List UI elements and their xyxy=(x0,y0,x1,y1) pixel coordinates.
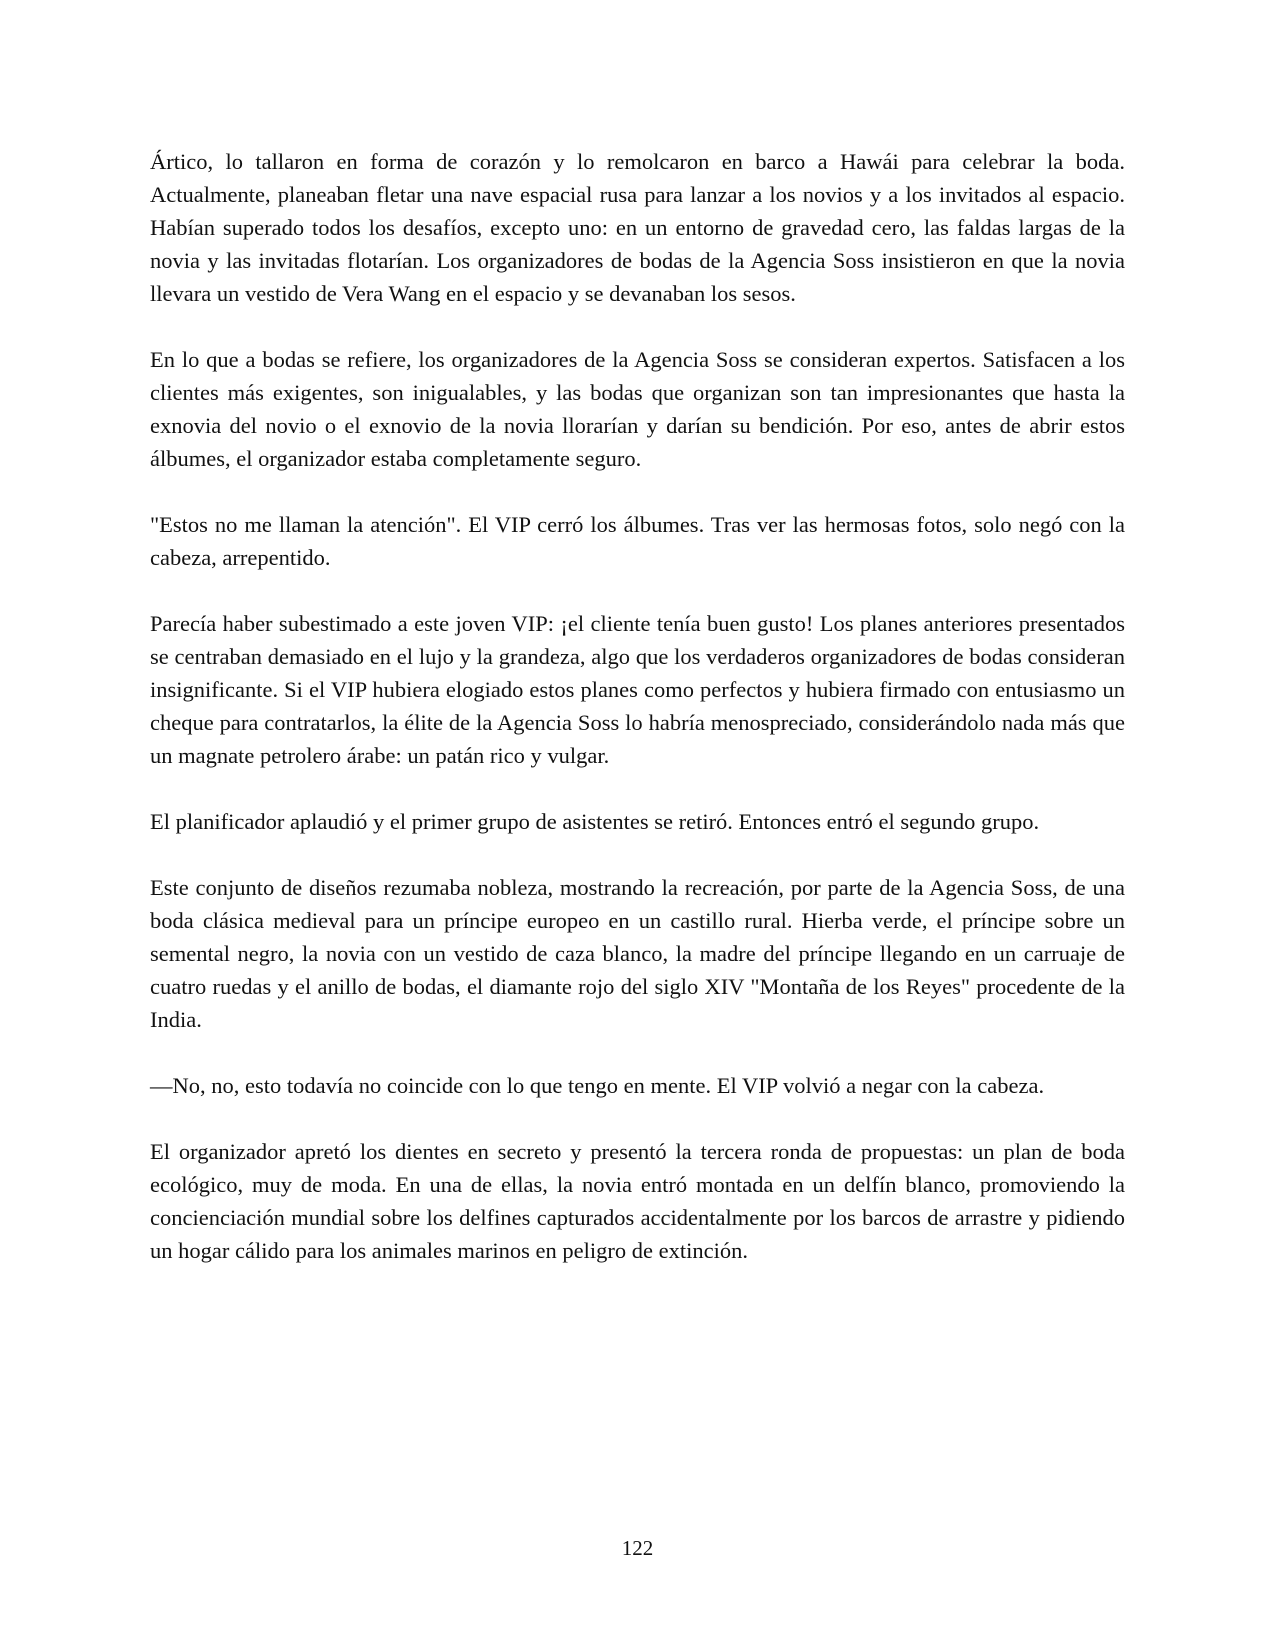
page-number: 122 xyxy=(621,1536,654,1560)
paragraph: Este conjunto de diseños rezumaba nobleza, mostrando la recreación, por parte de la Agencia Soss, de una boda clásica medieval para un príncipe europeo en un castillo rural. Hierba verde, el príncipe sobre un semental negro, la novia con un vestido de caza blanco, la madre del príncipe llegando en un carruaje de cuatro ruedas y el anillo de bodas, el diamante rojo del siglo XIV "Montaña de los Reyes" procedente de la India. xyxy=(150,875,1125,1032)
paragraph: Parecía haber subestimado a este joven VIP: ¡el cliente tenía buen gusto! Los planes anteriores presentados se centraban demasiado en el lujo y la grandeza, algo que los verdaderos organizadores de bodas consideran insignificante. Si el VIP hubiera elogiado estos planes como perfectos y hubiera firmado con entusiasmo un cheque para contratarlos, la élite de la Agencia Soss lo habría menospreciado, considerándolo nada más que un magnate petrolero árabe: un patán rico y vulgar. xyxy=(150,611,1125,768)
paragraph: En lo que a bodas se refiere, los organizadores de la Agencia Soss se consideran expertos. Satisfacen a los clientes más exigentes, son inigualables, y las bodas que organizan son tan impresionantes que hasta la exnovia del novio o el exnovio de la novia llorarían y darían su bendición. Por eso, antes de abrir estos álbumes, el organizador estaba completamente seguro. xyxy=(150,347,1125,471)
paragraph: Ártico, lo tallaron en forma de corazón y lo remolcaron en barco a Hawái para celebrar la boda. Actualmente, planeaban fletar una nave espacial rusa para lanzar a los novios y a los invitados al espacio. Habían superado todos los desafíos, excepto uno: en un entorno de gravedad cero, las faldas largas de la novia y las invitadas flotarían. Los organizadores de bodas de la Agencia Soss insistieron en que la novia llevara un vestido de Vera Wang en el espacio y se devanaban los sesos. xyxy=(150,149,1125,306)
paragraph: "Estos no me llaman la atención". El VIP cerró los álbumes. Tras ver las hermosas fotos, solo negó con la cabeza, arrepentido. xyxy=(150,512,1125,570)
page-body xyxy=(150,145,1125,1300)
paragraph: —No, no, esto todavía no coincide con lo que tengo en mente. El VIP volvió a negar con la cabeza. xyxy=(150,1073,1045,1098)
paragraph: El planificador aplaudió y el primer grupo de asistentes se retiró. Entonces entró el segundo grupo. xyxy=(150,809,1040,834)
paragraph: El organizador apretó los dientes en secreto y presentó la tercera ronda de propuestas: un plan de boda ecológico, muy de moda. En una de ellas, la novia entró montada en un delfín blanco, promoviendo la concienciación mundial sobre los delfines capturados accidentalmente por los barcos de arrastre y pidiendo un hogar cálido para los animales marinos en peligro de extinción. xyxy=(150,1139,1125,1263)
